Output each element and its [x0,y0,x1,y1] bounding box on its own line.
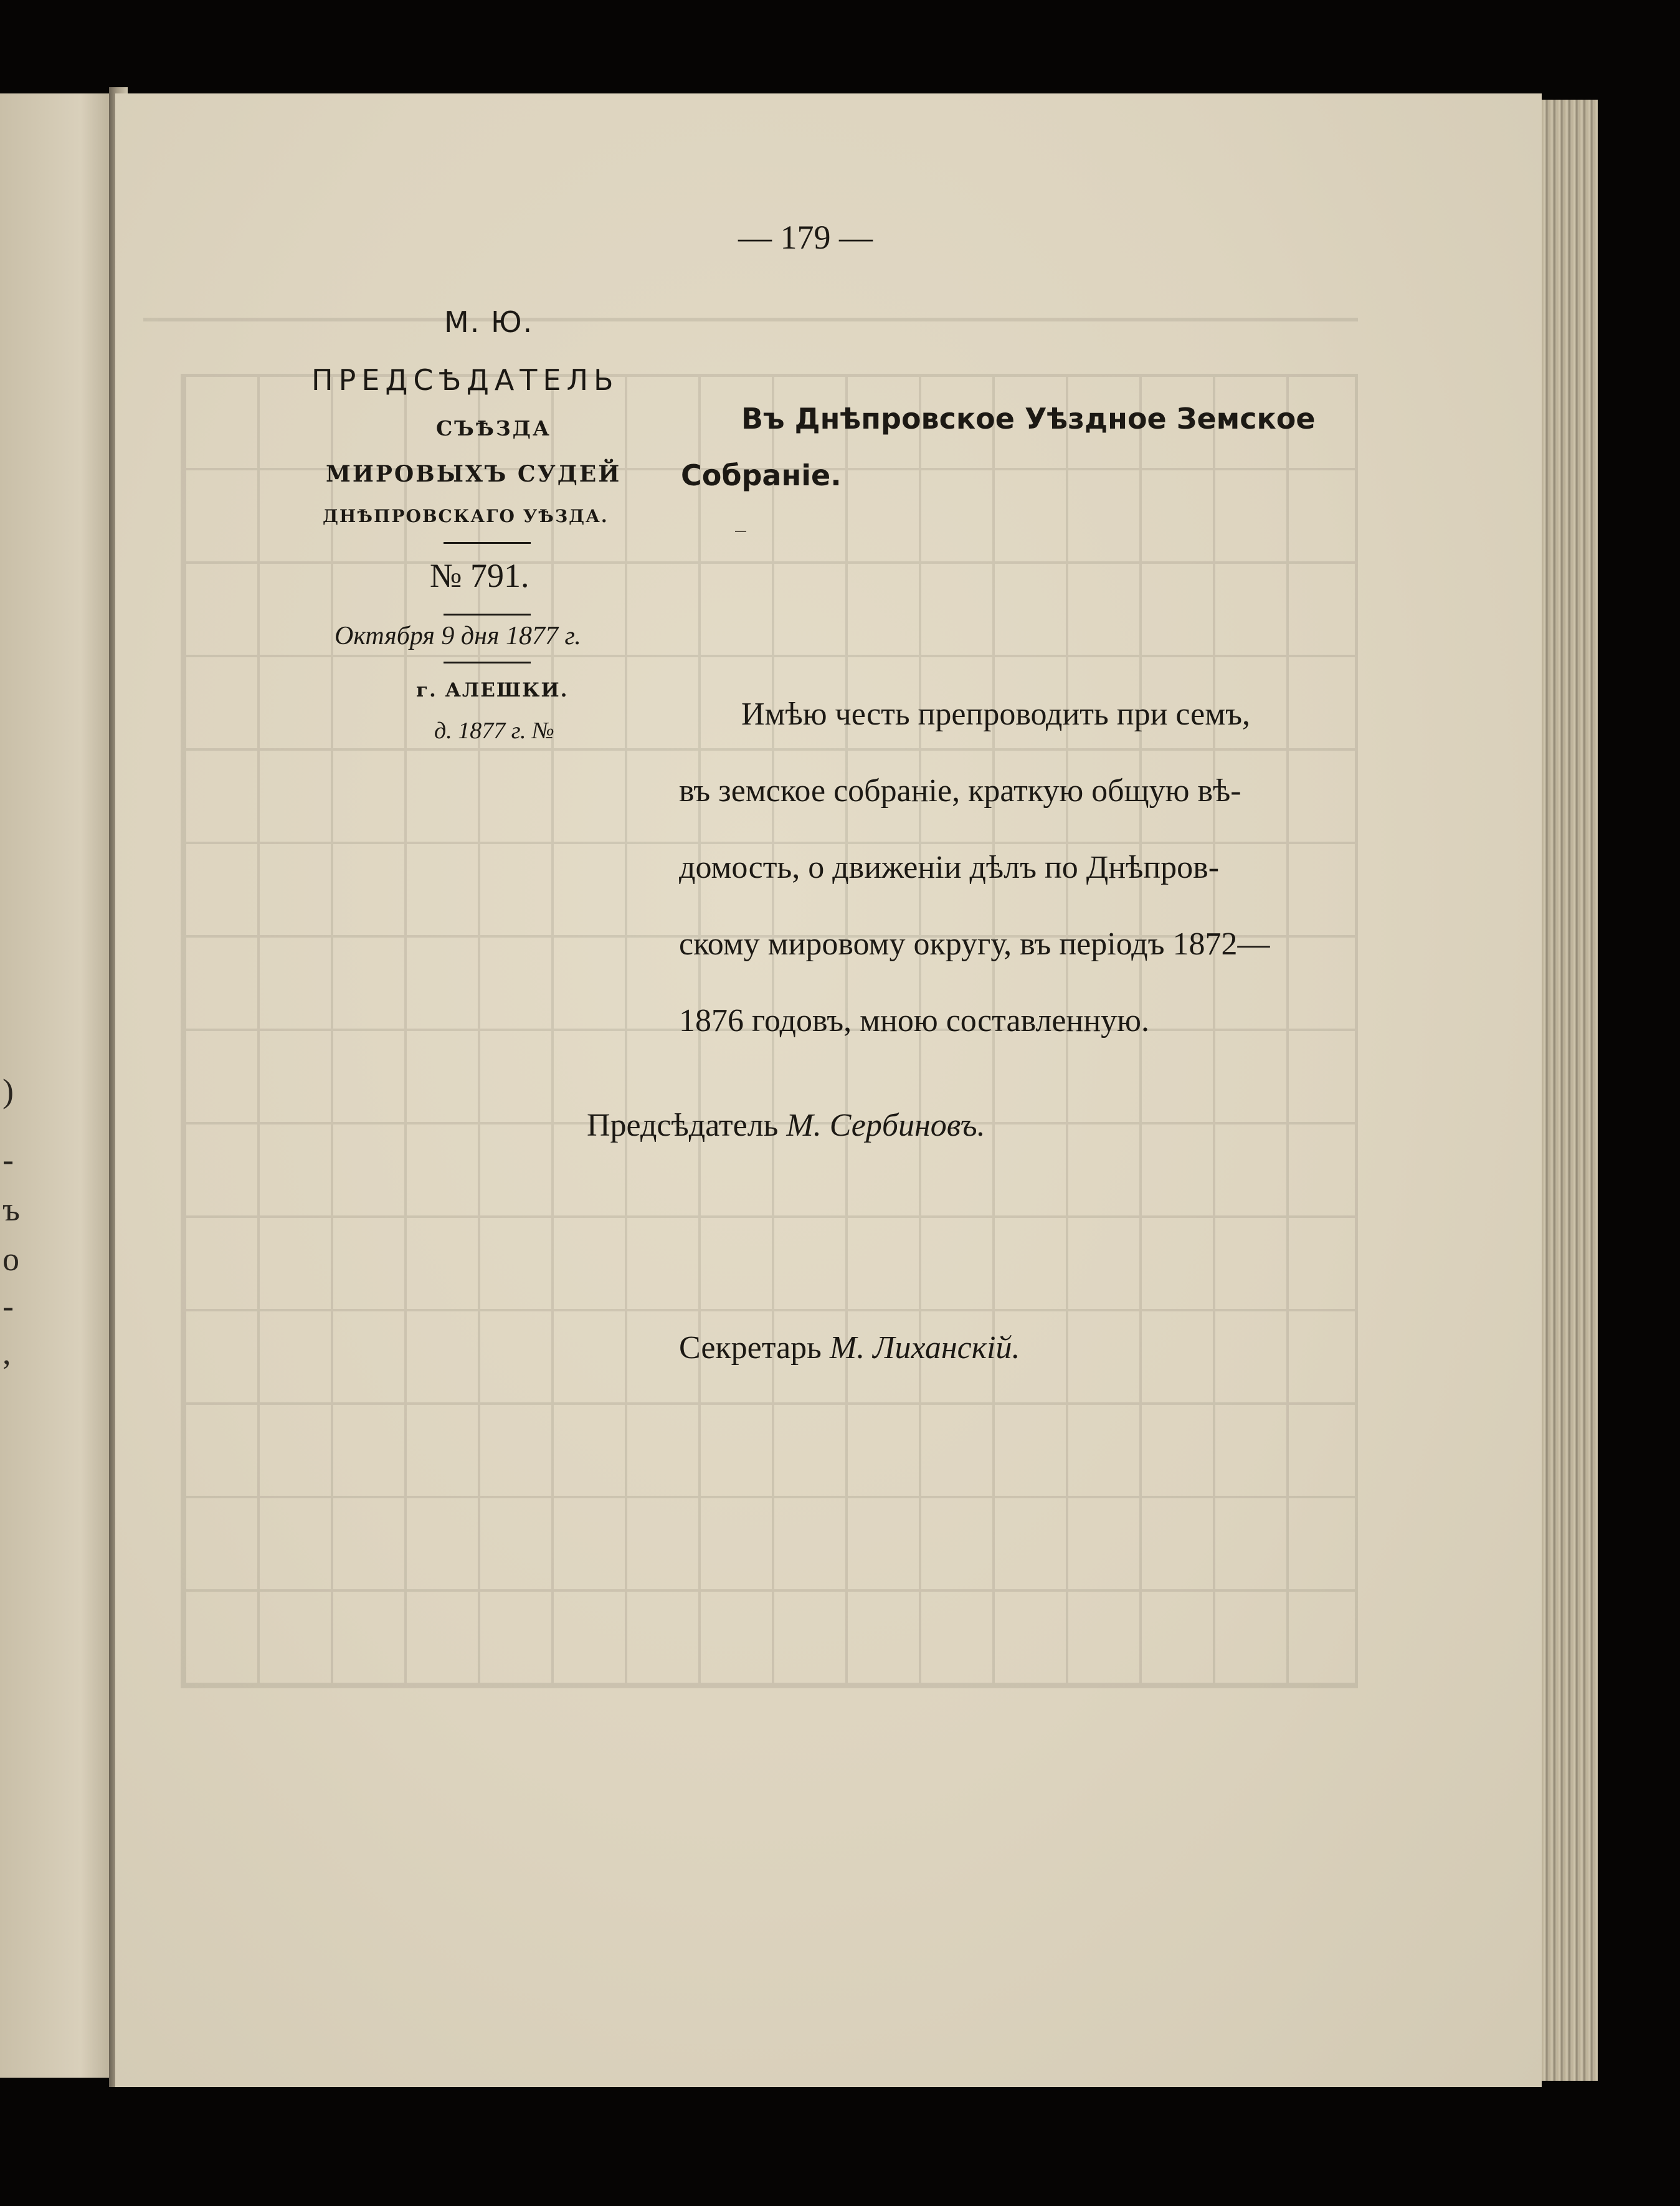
document-number: № 791. [430,557,529,594]
letterhead-justices: МИРОВЫХЪ СУДЕЙ [326,461,622,487]
secretary-title: Секретарь [679,1330,822,1366]
letterhead-divider [444,542,531,544]
secretary-signature [679,1329,1020,1366]
previous-page-fragments: ) - ъ о - , [2,1072,20,1371]
chairman-name: М. Сербиновъ. [786,1108,985,1143]
body-line: домость, о движеніи дѣлъ по Днѣпров- [679,850,1220,885]
body-line: скому мировому округу, въ періодъ 1872— [679,926,1270,962]
ink-mark [735,531,746,532]
chairman-title: Предсѣдатель [587,1108,779,1143]
body-line: 1876 годовъ, мною составленную. [679,1003,1150,1039]
page-stack-edges [1542,100,1598,2081]
letterhead-title: ПРЕДСѢДАТЕЛЬ [311,363,619,397]
body-line: Имѣю честь препроводить при семъ, [741,697,1250,732]
body-line: въ земское собраніе, краткую общую вѣ- [679,773,1241,809]
chairman-signature [587,1107,985,1144]
letterhead-congress: СЪѢЗДА [436,416,551,440]
letter-body [679,676,1352,1059]
page-number: — 179 — [738,219,873,256]
previous-page-edge [0,93,115,2078]
document-reference: д. 1877 г. № [434,718,554,744]
document-city: г. АЛЕШКИ. [416,679,569,701]
document-date: Октября 9 дня 1877 г. [335,622,581,650]
letterhead-divider [444,614,531,616]
secretary-name: М. Лиханскій. [829,1330,1020,1366]
addressee-line: Въ Днѣпровское Уѣздное Земское [741,402,1316,435]
letterhead-divider [444,662,531,663]
addressee-line: Собраніе. [681,459,842,492]
letterhead-initials: М. Ю. [444,305,534,339]
letterhead-district: ДНѢПРОВСКАГО УѢЗДА. [323,506,609,526]
